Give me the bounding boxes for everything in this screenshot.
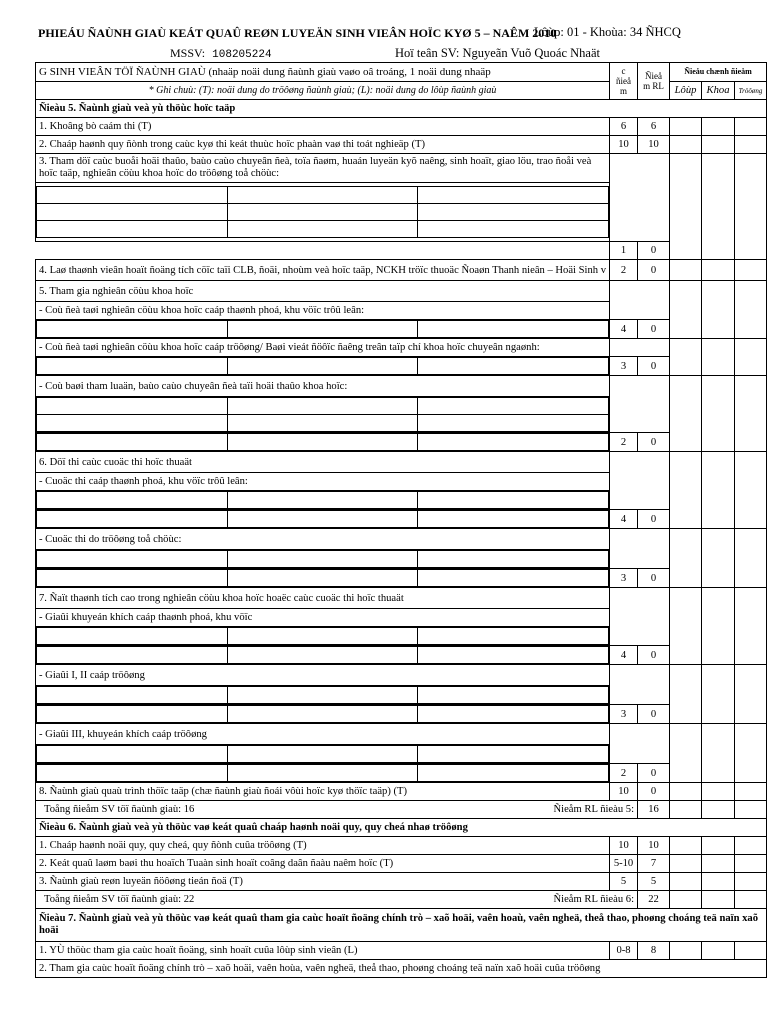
entry-grid[interactable]: [36, 357, 609, 375]
table-row: 1. Khoâng bò caám thi (T) 6 6: [36, 118, 767, 136]
mssv-line: [170, 46, 272, 61]
table-row: 4 0: [36, 510, 767, 529]
head-col-adjust: Ñieåu chænh ñieåm: [670, 63, 767, 82]
mssv-label: MSSV:: [170, 46, 206, 60]
table-row: 3. Ñaùnh giaù reøn luyeän ñöôøng tieán ñoä (T) 5 5: [36, 873, 767, 891]
rl-label-6: Ñieåm RL ñieàu 6:: [553, 894, 635, 905]
entry-box-row: [36, 491, 767, 510]
table-row: 4 0: [36, 646, 767, 665]
entry-grid[interactable]: [36, 491, 609, 509]
head-col-max: c ñieå m: [610, 63, 638, 100]
head-col-content: G SINH VIEÂN TÖÏ ÑAÙNH GIAÙ (nhaäp noäi dung ñaùnh giaù vaøo oâ troáng, 1 noäi dung nhaäp: [36, 63, 610, 82]
table-row: 4. Laø thaønh vieân hoaït ñoäng tích cöïc taïi CLB, ñoäi, nhoùm veà hoïc taäp, NCKH tröïc thuoäc Ñoaøn Thanh nieân – Hoäi Sinh v 2 0: [36, 260, 767, 281]
entry-grid[interactable]: [36, 764, 609, 782]
student-name-line: [395, 46, 600, 61]
table-row: 2. Chaáp haønh quy ñònh trong caùc kyø thi keát thuùc hoïc phaàn vaø thi toát nghieäp (T) 10 10: [36, 136, 767, 154]
entry-grid[interactable]: [36, 745, 609, 763]
rl-label-5: Ñieåm RL ñieàu 5:: [553, 804, 635, 815]
table-row: 2 0: [36, 764, 767, 783]
table-row: 4 0: [36, 320, 767, 339]
section-7-heading: Ñieàu 7. Ñaùnh giaù veà yù thöùc vaø keát quaû tham gia caùc hoaït ñoäng chính trò – xaõ hoäi, vaên hoaù, vaên ngheä, theå thao, phoøng choáng teä naïn xaõ hoäi: [36, 909, 767, 942]
table-row: - Coù baøi tham luaän, baùo caùo chuyeân ñeà taïi hoäi thaûo khoa hoïc:: [36, 376, 767, 397]
table-row: 3 0: [36, 569, 767, 588]
table-row: - Cuoäc thi caáp thaønh phoá, khu vöïc trôû leân:: [36, 473, 767, 491]
table-row: 8. Ñaùnh giaù quaù trình thöïc taäp (chæ ñaùnh giaù ñoái vôùi hoïc kyø thöïc taäp) (T) 10 0: [36, 783, 767, 801]
form-title: PHIEÁU ÑAÙNH GIAÙ KEÁT QUAÛ REØN LUYEÄN SINH VIEÂN HOÏC KYØ 5 – NAÊM 2010: [38, 26, 557, 40]
table-row: 2. Keát quaû laøm baøi thu hoaïch Tuaàn sinh hoaït coâng daân ñaàu naêm hoïc (T) 5-10 7: [36, 855, 767, 873]
entry-grid[interactable]: [36, 569, 609, 587]
head-note: * Ghi chuù: (T): noäi dung do tröôøng ñaùnh giaù; (L): noäi dung do lôùp ñaùnh giaù: [36, 82, 610, 100]
section-5-total-row: [36, 801, 767, 819]
table-row: 2 0: [36, 433, 767, 452]
mssv-value: 108205224: [212, 49, 272, 61]
entry-grid[interactable]: [36, 320, 609, 338]
table-row: 3. Tham döï caùc buoåi hoäi thaûo, baùo caùo chuyeân ñeà, toïa ñaøm, huaán luyeän kyõ naêng, sinh hoaït, giao löu, trao ñoåi veà hoïc taäp, nghieân cöùu khoa hoïc do tröôøng toå chöùc:: [36, 154, 767, 183]
class-info: Lôùp: 01 - Khoùa: 34 ÑHCQ: [534, 25, 681, 39]
entry-grid[interactable]: [36, 705, 609, 723]
rl-score-6: 22: [638, 891, 670, 909]
subhead-class: Lôùp: [670, 82, 702, 100]
head-col-score: Ñieå m RL: [638, 63, 670, 100]
table-row: - Giaûi III, khuyeán khích caáp tröôøng: [36, 724, 767, 745]
rl-score-5: 16: [638, 801, 670, 819]
self-total-6: Toång ñieåm SV töï ñaùnh giaù: 22: [44, 894, 195, 905]
entry-box-row: [36, 686, 767, 705]
entry-grid[interactable]: [36, 510, 609, 528]
entry-box-row: [36, 745, 767, 764]
table-row: 7. Ñaït thaønh tích cao trong nghieân cöùu khoa hoïc hoaëc caùc cuoäc thi hoïc thuaät: [36, 588, 767, 609]
entry-box-row: [36, 550, 767, 569]
section-5-heading: Ñieàu 5. Ñaùnh giaù veà yù thöùc hoïc taäp: [36, 100, 767, 118]
entry-grid[interactable]: [36, 433, 609, 451]
table-head-row: [36, 63, 767, 82]
table-row: 1. YÙ thöùc tham gia caùc hoaït ñoäng, sinh hoaït cuûa lôùp sinh vieân (L) 0-8 8: [36, 942, 767, 960]
name-value: Nguyeãn Vuõ Quoác Nhaät: [462, 46, 600, 60]
subhead-faculty: Khoa: [702, 82, 735, 100]
entry-box-row: [36, 397, 767, 433]
table-row: - Coù ñeà taøi nghieân cöùu khoa hoïc caáp thaønh phoá, khu vöïc trôû leân:: [36, 302, 767, 320]
entry-grid[interactable]: [36, 686, 609, 704]
table-row: 1. Chaáp haønh noäi quy, quy cheá, quy ñònh cuûa tröôøng (T) 10 10: [36, 837, 767, 855]
entry-box-row: [36, 627, 767, 646]
entry-grid[interactable]: [36, 397, 609, 432]
table-row: - Coù ñeà taøi nghieân cöùu khoa hoïc caáp tröôøng/ Baøi vieát ñöôïc ñaêng treân taïp chí khoa hoïc chuyeân ngaønh:: [36, 339, 767, 357]
evaluation-table: [35, 62, 767, 978]
name-label: Hoï teân SV:: [395, 46, 460, 60]
table-row: 3 0: [36, 705, 767, 724]
table-row: - Giaûi I, II caáp tröôøng: [36, 665, 767, 686]
subhead-school: Tröôøng: [735, 82, 767, 100]
self-total-5: Toång ñieåm SV töï ñaùnh giaù: 16: [44, 804, 195, 815]
entry-grid[interactable]: [36, 186, 609, 238]
entry-grid[interactable]: [36, 646, 609, 664]
table-row: - Cuoäc thi do tröôøng toå chöùc:: [36, 529, 767, 550]
table-row: 5. Tham gia nghieân cöùu khoa hoïc: [36, 281, 767, 302]
table-row: 1 0: [36, 242, 767, 260]
section-6-heading: Ñieàu 6. Ñaùnh giaù veà yù thöùc vaø keát quaû chaáp haønh noäi quy, quy cheá nhaø tröôøng: [36, 819, 767, 837]
table-row: 2. Tham gia caùc hoaït ñoäng chính trò – xaõ hoäi, vaên hoùa, vaên ngheä, theå thao, phoøng choáng teä naïn xaõ hoäi cuûa tröôøng: [36, 960, 767, 978]
entry-grid[interactable]: [36, 627, 609, 645]
table-row: - Giaûi khuyeán khích caáp thaønh phoá, khu vöïc: [36, 609, 767, 627]
table-row: 3 0: [36, 357, 767, 376]
table-row: 6. Döï thi caùc cuoäc thi hoïc thuaät: [36, 452, 767, 473]
section-6-total-row: [36, 891, 767, 909]
entry-grid[interactable]: [36, 550, 609, 568]
